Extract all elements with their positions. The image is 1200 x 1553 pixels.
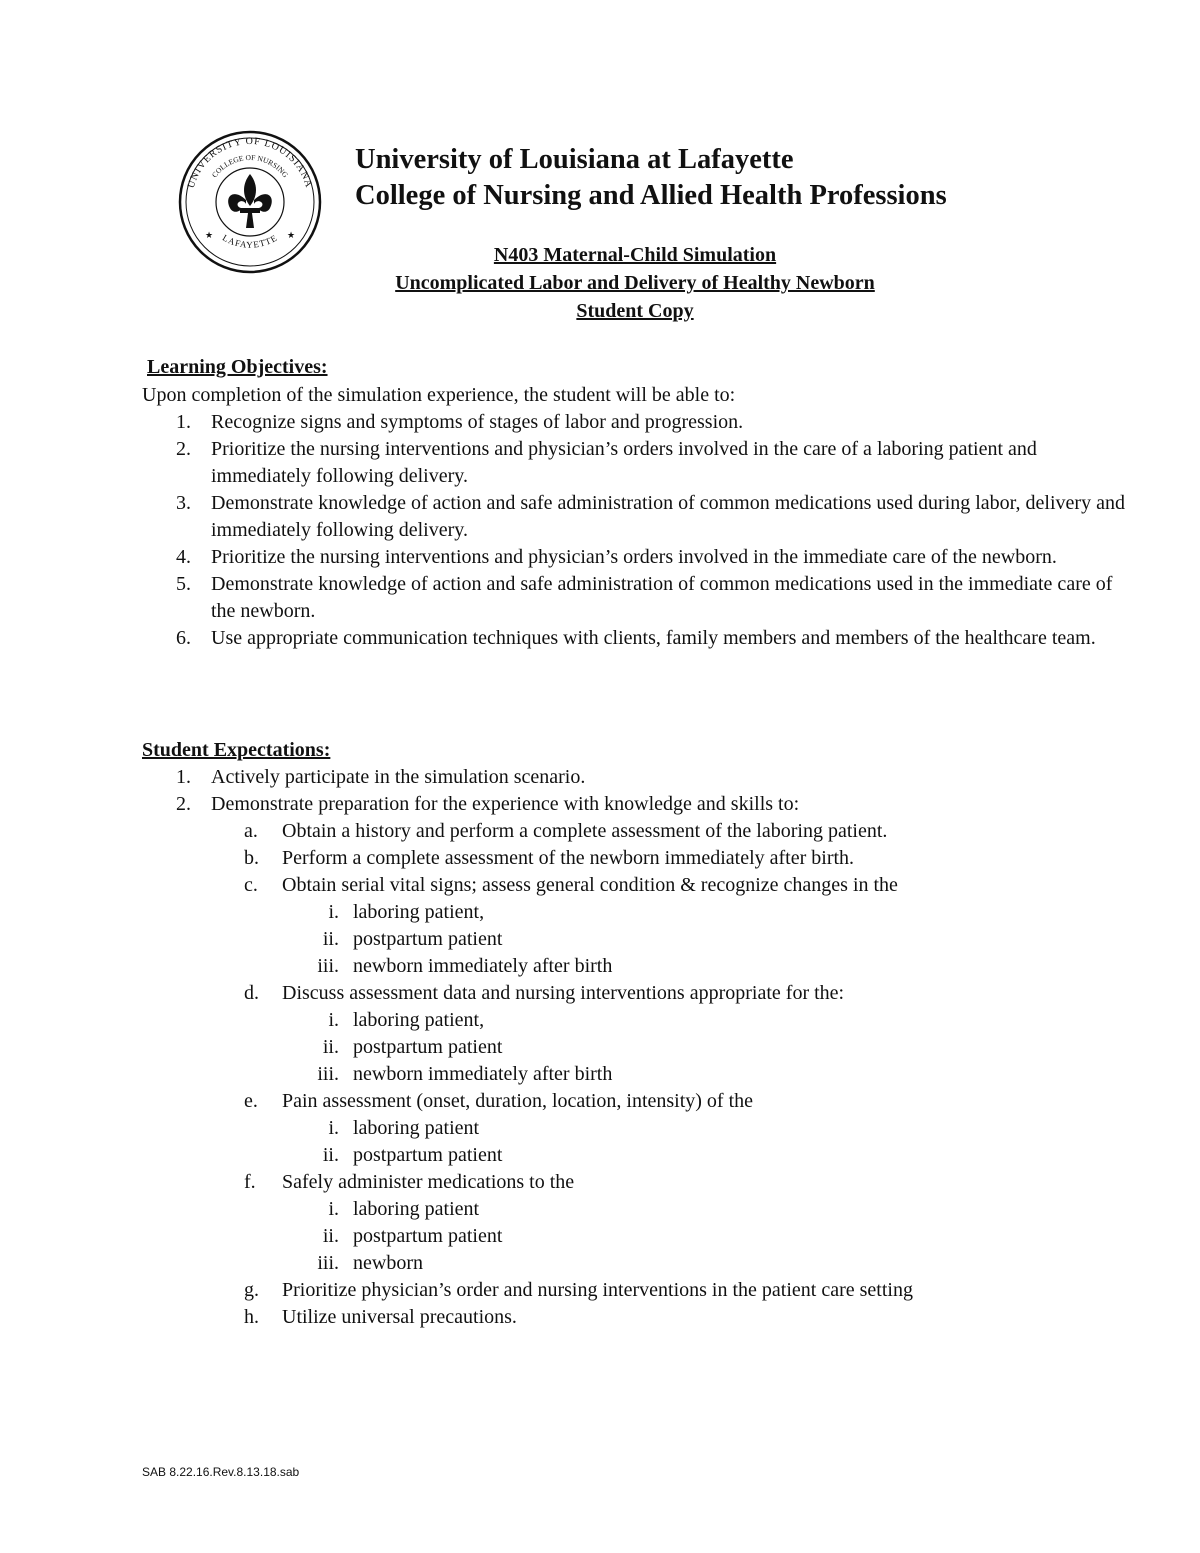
expectation-subsubitem — [282, 1142, 1132, 1169]
course-title: N403 Maternal-Child Simulation — [493, 244, 777, 266]
list-item-text: Prioritize the nursing interventions and physician’s orders involved in the care of a laboring patient and immediately following delivery. — [211, 438, 1037, 487]
expectation-subitem — [211, 845, 1132, 872]
list-marker: ii. — [322, 1144, 339, 1166]
list-item-text: Utilize universal precautions. — [282, 1306, 517, 1328]
expectation-subitem — [211, 872, 1132, 980]
objective-item — [142, 436, 1132, 490]
course-title-block — [0, 241, 1200, 325]
expectation-subsublist — [282, 1196, 1132, 1277]
expectation-subitem — [211, 1304, 1132, 1331]
list-marker: 1. — [176, 766, 191, 788]
list-item-text: postpartum patient — [353, 928, 503, 950]
objective-item — [142, 571, 1132, 625]
expectation-subsubitem — [282, 1034, 1132, 1061]
list-item-text: Safely administer medications to the — [282, 1171, 575, 1193]
list-marker: c. — [244, 874, 258, 896]
list-item-text: newborn — [353, 1252, 423, 1274]
expectation-item — [142, 791, 1132, 1331]
list-marker: i. — [328, 901, 339, 923]
list-marker: i. — [328, 1198, 339, 1220]
expectation-subsubitem — [282, 899, 1132, 926]
list-marker: g. — [244, 1279, 259, 1301]
expectation-subitem — [211, 1088, 1132, 1169]
objective-item — [142, 490, 1132, 544]
list-item-text: Prioritize physician’s order and nursing interventions in the patient care setting — [282, 1279, 913, 1301]
list-marker: a. — [244, 820, 258, 842]
university-name: University of Louisiana at Lafayette — [355, 144, 794, 175]
list-marker: i. — [328, 1117, 339, 1139]
list-item-text: Demonstrate preparation for the experience with knowledge and skills to: — [211, 793, 800, 815]
list-marker: 4. — [176, 546, 191, 568]
copy-label: Student Copy — [576, 300, 694, 322]
list-marker: e. — [244, 1090, 258, 1112]
list-marker: 1. — [176, 411, 191, 433]
star-icon-right: ★ — [287, 230, 296, 240]
expectation-subitem — [211, 1277, 1132, 1304]
list-marker: h. — [244, 1306, 259, 1328]
list-item-text: newborn immediately after birth — [353, 955, 613, 977]
list-item-text: Actively participate in the simulation scenario. — [211, 766, 586, 788]
list-item-text: laboring patient — [353, 1198, 480, 1220]
expectation-subsubitem — [282, 1223, 1132, 1250]
list-item-text: laboring patient — [353, 1117, 480, 1139]
objective-item — [142, 409, 1132, 436]
list-item-text: Obtain a history and perform a complete assessment of the laboring patient. — [282, 820, 888, 842]
seal-ring-top-text: UNIVERSITY OF LOUISIANA — [185, 135, 315, 190]
list-item-text: laboring patient, — [353, 901, 485, 923]
expectation-subsubitem — [282, 1196, 1132, 1223]
expectation-subsubitem — [282, 1115, 1132, 1142]
list-item-text: Demonstrate knowledge of action and safe administration of common medications used during labor, delivery and immediately following delivery. — [211, 492, 1125, 541]
institution-header — [355, 142, 947, 214]
list-marker: f. — [244, 1171, 256, 1193]
college-name: College of Nursing and Allied Health Professions — [355, 180, 947, 211]
expectation-subsublist — [282, 899, 1132, 980]
objectives-list — [142, 409, 1132, 652]
expectation-subsubitem — [282, 1250, 1132, 1277]
list-item-text: Discuss assessment data and nursing interventions appropriate for the: — [282, 982, 845, 1004]
list-item-text: Prioritize the nursing interventions and physician’s orders involved in the immediate care of the newborn. — [211, 546, 1057, 568]
scenario-title: Uncomplicated Labor and Delivery of Healthy Newborn — [395, 272, 875, 294]
list-marker: ii. — [322, 928, 339, 950]
revision-footer: SAB 8.22.16.Rev.8.13.18.sab — [142, 1465, 300, 1479]
list-marker: 3. — [176, 492, 191, 514]
expectation-subsublist — [282, 1007, 1132, 1088]
list-marker: iii. — [317, 1063, 339, 1085]
list-item-text: postpartum patient — [353, 1225, 503, 1247]
list-marker: 2. — [176, 438, 191, 460]
objectives-heading: Learning Objectives: — [147, 356, 328, 378]
star-icon-left: ★ — [205, 230, 214, 240]
expectations-list — [142, 764, 1132, 1331]
expectations-heading: Student Expectations: — [142, 739, 331, 761]
expectation-subsubitem — [282, 1007, 1132, 1034]
list-marker: 5. — [176, 573, 191, 595]
list-item-text: Pain assessment (onset, duration, location, intensity) of the — [282, 1090, 754, 1112]
list-marker: ii. — [322, 1036, 339, 1058]
list-marker: ii. — [322, 1225, 339, 1247]
expectation-subitem — [211, 1169, 1132, 1277]
list-item-text: Obtain serial vital signs; assess general condition & recognize changes in the — [282, 874, 898, 896]
list-marker: d. — [244, 982, 259, 1004]
list-item-text: laboring patient, — [353, 1009, 485, 1031]
expectation-sublist — [211, 818, 1132, 1331]
list-marker: 2. — [176, 793, 191, 815]
expectation-subsubitem — [282, 926, 1132, 953]
list-item-text: Perform a complete assessment of the newborn immediately after birth. — [282, 847, 855, 869]
expectation-subsubitem — [282, 953, 1132, 980]
expectation-item — [142, 764, 1132, 791]
list-item-text: newborn immediately after birth — [353, 1063, 613, 1085]
objective-item — [142, 625, 1132, 652]
list-item-text: postpartum patient — [353, 1144, 503, 1166]
list-marker: b. — [244, 847, 259, 869]
objective-item — [142, 544, 1132, 571]
list-marker: 6. — [176, 627, 191, 649]
list-item-text: Use appropriate communication techniques with clients, family members and members of the healthcare team. — [211, 627, 1096, 649]
list-marker: iii. — [317, 955, 339, 977]
expectation-subsubitem — [282, 1061, 1132, 1088]
list-item-text: postpartum patient — [353, 1036, 503, 1058]
seal-ring-inner-text: COLLEGE OF NURSING — [209, 152, 291, 180]
objectives-intro: Upon completion of the simulation experience, the student will be able to: — [142, 384, 736, 406]
seal-ring-bottom-text: LAFAYETTE — [220, 232, 280, 250]
expectation-subitem — [211, 818, 1132, 845]
list-item-text: Demonstrate knowledge of action and safe administration of common medications used in the immediate care of the newborn. — [211, 573, 1113, 622]
expectation-subitem — [211, 980, 1132, 1088]
list-marker: i. — [328, 1009, 339, 1031]
list-item-text: Recognize signs and symptoms of stages of labor and progression. — [211, 411, 744, 433]
list-marker: iii. — [317, 1252, 339, 1274]
expectation-subsublist — [282, 1115, 1132, 1169]
